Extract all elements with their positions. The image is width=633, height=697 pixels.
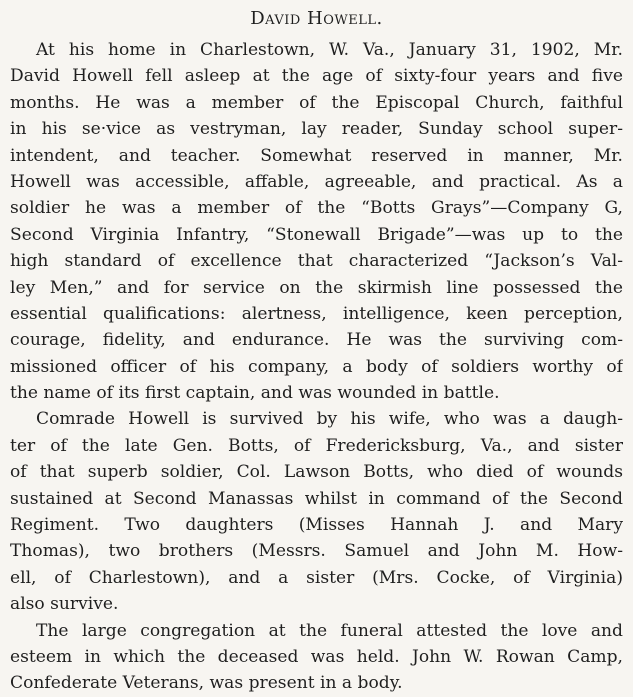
body-line: courage, fidelity, and endurance. He was the surviving com- xyxy=(10,330,623,351)
body-line: esteem in which the deceased was held. John W. Rowan Camp, xyxy=(10,646,623,667)
body-line: intendent, and teacher. Somewhat reserved in manner, Mr. xyxy=(10,145,623,166)
body-line: the name of its first captain, and was wounded in battle. xyxy=(10,383,500,404)
obituary-title: David Howell. xyxy=(250,8,383,29)
body-line: The large congregation at the funeral attested the love and xyxy=(36,620,623,641)
body-line: ley Men,” and for service on the skirmish line possessed the xyxy=(10,277,623,298)
body-line: sustained at Second Manassas whilst in command of the Second xyxy=(10,488,623,509)
body-line: missioned officer of his company, a body of soldiers worthy of xyxy=(10,356,623,377)
body-line: essential qualifications: alertness, intelligence, keen perception, xyxy=(10,303,623,324)
body-line: months. He was a member of the Episcopal Church, faithful xyxy=(10,92,623,113)
body-line: Comrade Howell is survived by his wife, who was a daugh- xyxy=(36,409,623,430)
body-line: also survive. xyxy=(10,594,119,615)
obituary-body xyxy=(10,37,623,697)
body-line: soldier he was a member of the “Botts Grays”—Company G, xyxy=(10,198,623,219)
body-line: ell, of Charlestown), and a sister (Mrs. Cocke, of Virginia) xyxy=(10,567,623,588)
body-line: Confederate Veterans, was present in a body. xyxy=(10,673,403,694)
body-line: Howell was accessible, affable, agreeable, and practical. As a xyxy=(10,171,623,192)
body-line: of that superb soldier, Col. Lawson Botts, who died of wounds xyxy=(10,462,623,483)
body-line: Second Virginia Infantry, “Stonewall Brigade”—was up to the xyxy=(10,224,623,245)
body-line: in his se·vice as vestryman, lay reader, Sunday school super- xyxy=(10,119,623,140)
body-line: At his home in Charlestown, W. Va., January 31, 1902, Mr. xyxy=(36,40,623,60)
body-line: Regiment. Two daughters (Misses Hannah J. and Mary xyxy=(10,515,623,536)
body-line: David Howell fell asleep at the age of sixty-four years and five xyxy=(10,66,623,87)
body-line: ter of the late Gen. Botts, of Fredericksburg, Va., and sister xyxy=(10,435,623,456)
body-line: Thomas), two brothers (Messrs. Samuel and John M. How- xyxy=(10,541,623,562)
body-line: high standard of excellence that characterized “Jackson’s Val- xyxy=(10,251,623,272)
